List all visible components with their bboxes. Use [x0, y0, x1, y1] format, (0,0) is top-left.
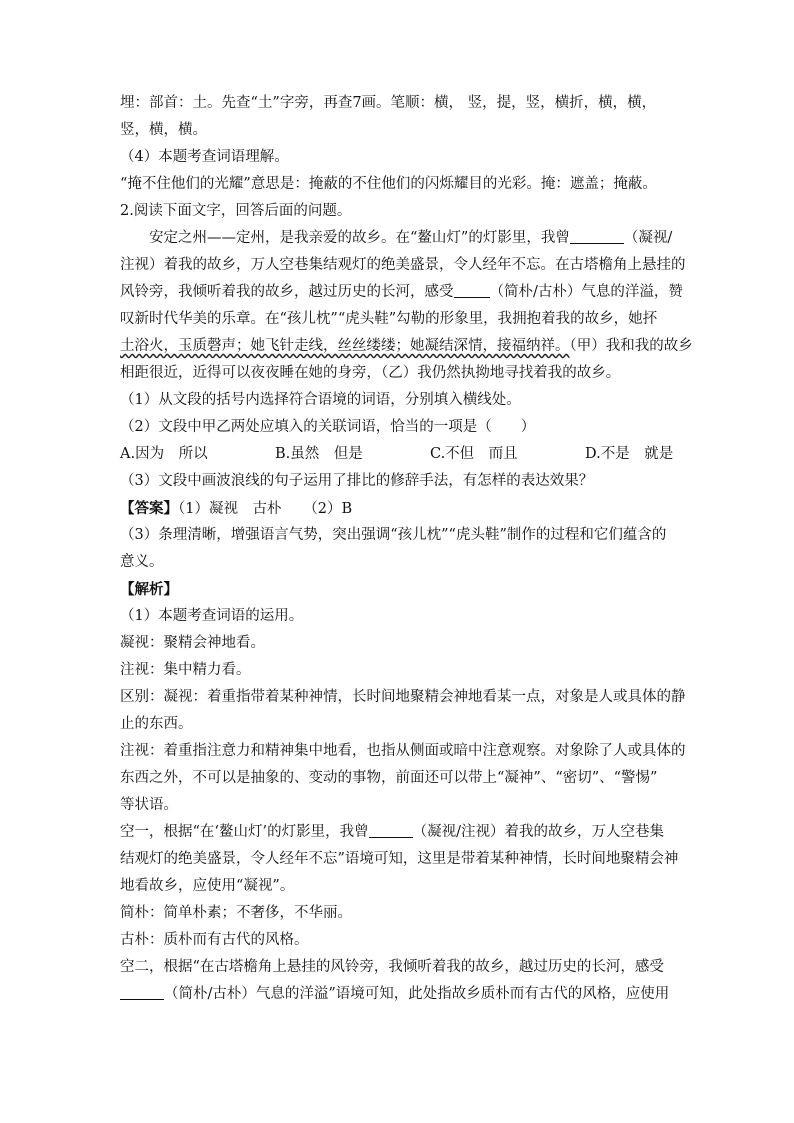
option-d: D.不是 就是 [585, 446, 674, 462]
passage-line: 相距很近，近得可以夜夜睡在她的身旁，（乙）我仍然执拗地寻找着我的故乡。 [120, 365, 621, 381]
answer-text: （1）凝视 古朴 （2）B [178, 501, 353, 517]
fill-blank [120, 982, 164, 1000]
passage-line [120, 279, 683, 306]
analysis-line: 止的东西。 [120, 716, 193, 732]
passage-line: 注视）着我的故乡，万人空巷集结观灯的绝美盛景，令人经年不忘。在古塔檐角上悬挂的 [120, 257, 686, 273]
sub-question: （1）从文段的括号内选择符合语境的词语，分别填入横线处。 [120, 392, 521, 408]
text-line: “掩不住他们的光耀”意思是：掩蔽的不住他们的闪烁耀目的光彩。掩：遮盖；掩蔽。 [120, 176, 657, 192]
text-line: （4）本题考查词语理解。 [120, 149, 289, 165]
option-b: B.虽然 但是 [275, 446, 363, 462]
option-c: C.不但 而且 [430, 446, 518, 462]
passage-line: 叹新时代华美的乐章。在“孩儿枕”“虎头鞋”勾勒的形象里，我拥抱着我的故乡，她抔 [120, 311, 658, 327]
analysis-text: 空一，根据“在‘鳌山灯’的灯影里，我曾 [120, 824, 369, 840]
analysis-line: 结观灯的绝美盛景，令人经年不忘”语境可知，这里是带着某种神情，长时间地聚精会神 [120, 851, 679, 867]
document-body [120, 90, 693, 1008]
answer-line [120, 495, 676, 522]
analysis-line [120, 981, 676, 1008]
answer-line: 意义。 [120, 554, 164, 570]
analysis-line: 等状语。 [120, 797, 178, 813]
passage-line [120, 333, 693, 360]
analysis-line: 简朴：简单朴素；不奢侈，不华丽。 [120, 905, 352, 921]
passage-text: （凝视/ [623, 230, 673, 246]
analysis-line: 古朴：质朴而有古代的风格。 [120, 932, 309, 948]
passage-text: 安定之州——定州，是我亲爱的故乡。在“鳌山灯”的灯影里，我曾 [149, 230, 570, 246]
fill-blank [570, 226, 624, 244]
analysis-line [120, 819, 676, 846]
passage-text: （甲）我和我的故乡 [569, 338, 693, 354]
analysis-line: （1）本题考查词语的运用。 [120, 608, 304, 624]
analysis-text: （凝视/注视）着我的故乡，万人空巷集 [412, 824, 665, 840]
options-row [120, 441, 676, 468]
passage-text: 风铃旁，我倾听着我的故乡，越过历史的长河，感受 [120, 284, 454, 300]
sub-question: （3）文段中画波浪线的句子运用了排比的修辞手法，有怎样的表达效果？ [120, 473, 594, 489]
analysis-line: 地看故乡，应使用“凝视”。 [120, 878, 295, 894]
fill-blank [369, 820, 413, 838]
sub-question: （2）文段中甲乙两处应填入的关联词语，恰当的一项是（ ） [120, 419, 536, 435]
analysis-line: 注视：集中精力看。 [120, 662, 251, 678]
passage-text: （简朴/古朴）气息的洋溢，赞 [489, 284, 683, 300]
answer-tag: 【答案】 [120, 500, 178, 517]
answer-line: （3）条理清晰，增强语言气势，突出强调“孩儿枕”“虎头鞋”制作的过程和它们蕴含的 [120, 527, 667, 543]
analysis-line: 空二，根据“在古塔檐角上悬挂的风铃旁，我倾听着我的故乡，越过历史的长河，感受 [120, 959, 664, 975]
question-title: 2.阅读下面文字，回答后面的问题。 [120, 203, 352, 219]
analysis-line: 注视：着重指注意力和精神集中地看，也指从侧面或暗中注意观察。对象除了人或具体的 [120, 743, 686, 759]
text-line: 竖，横，横。 [120, 122, 207, 138]
analysis-line: 区别：凝视：着重指带着某种神情，长时间地聚精会神地看某一点，对象是人或具体的静 [120, 689, 686, 705]
fill-blank [454, 280, 490, 298]
analysis-tag: 【解析】 [120, 581, 178, 598]
passage-line [120, 225, 676, 252]
analysis-text: （简朴/古朴）气息的洋溢”语境可知，此处指故乡质朴而有古代的风格，应使用 [164, 986, 670, 1002]
text-line: 埋：部首：土。先查“土”字旁，再查7画。笔顺：横， 竖，提，竖，横折，横，横， [120, 95, 657, 111]
analysis-line: 凝视：聚精会神地看。 [120, 635, 265, 651]
analysis-line: 东西之外，不可以是抽象的、变动的事物，前面还可以带上“凝神”、“密切”、“警惕” [120, 770, 658, 786]
wavy-underlined-text: 土浴火，玉质磬声；她飞针走线，丝丝缕缕；她凝结深情，接福纳祥。 [120, 338, 570, 354]
option-a: A.因为 所以 [120, 446, 208, 462]
